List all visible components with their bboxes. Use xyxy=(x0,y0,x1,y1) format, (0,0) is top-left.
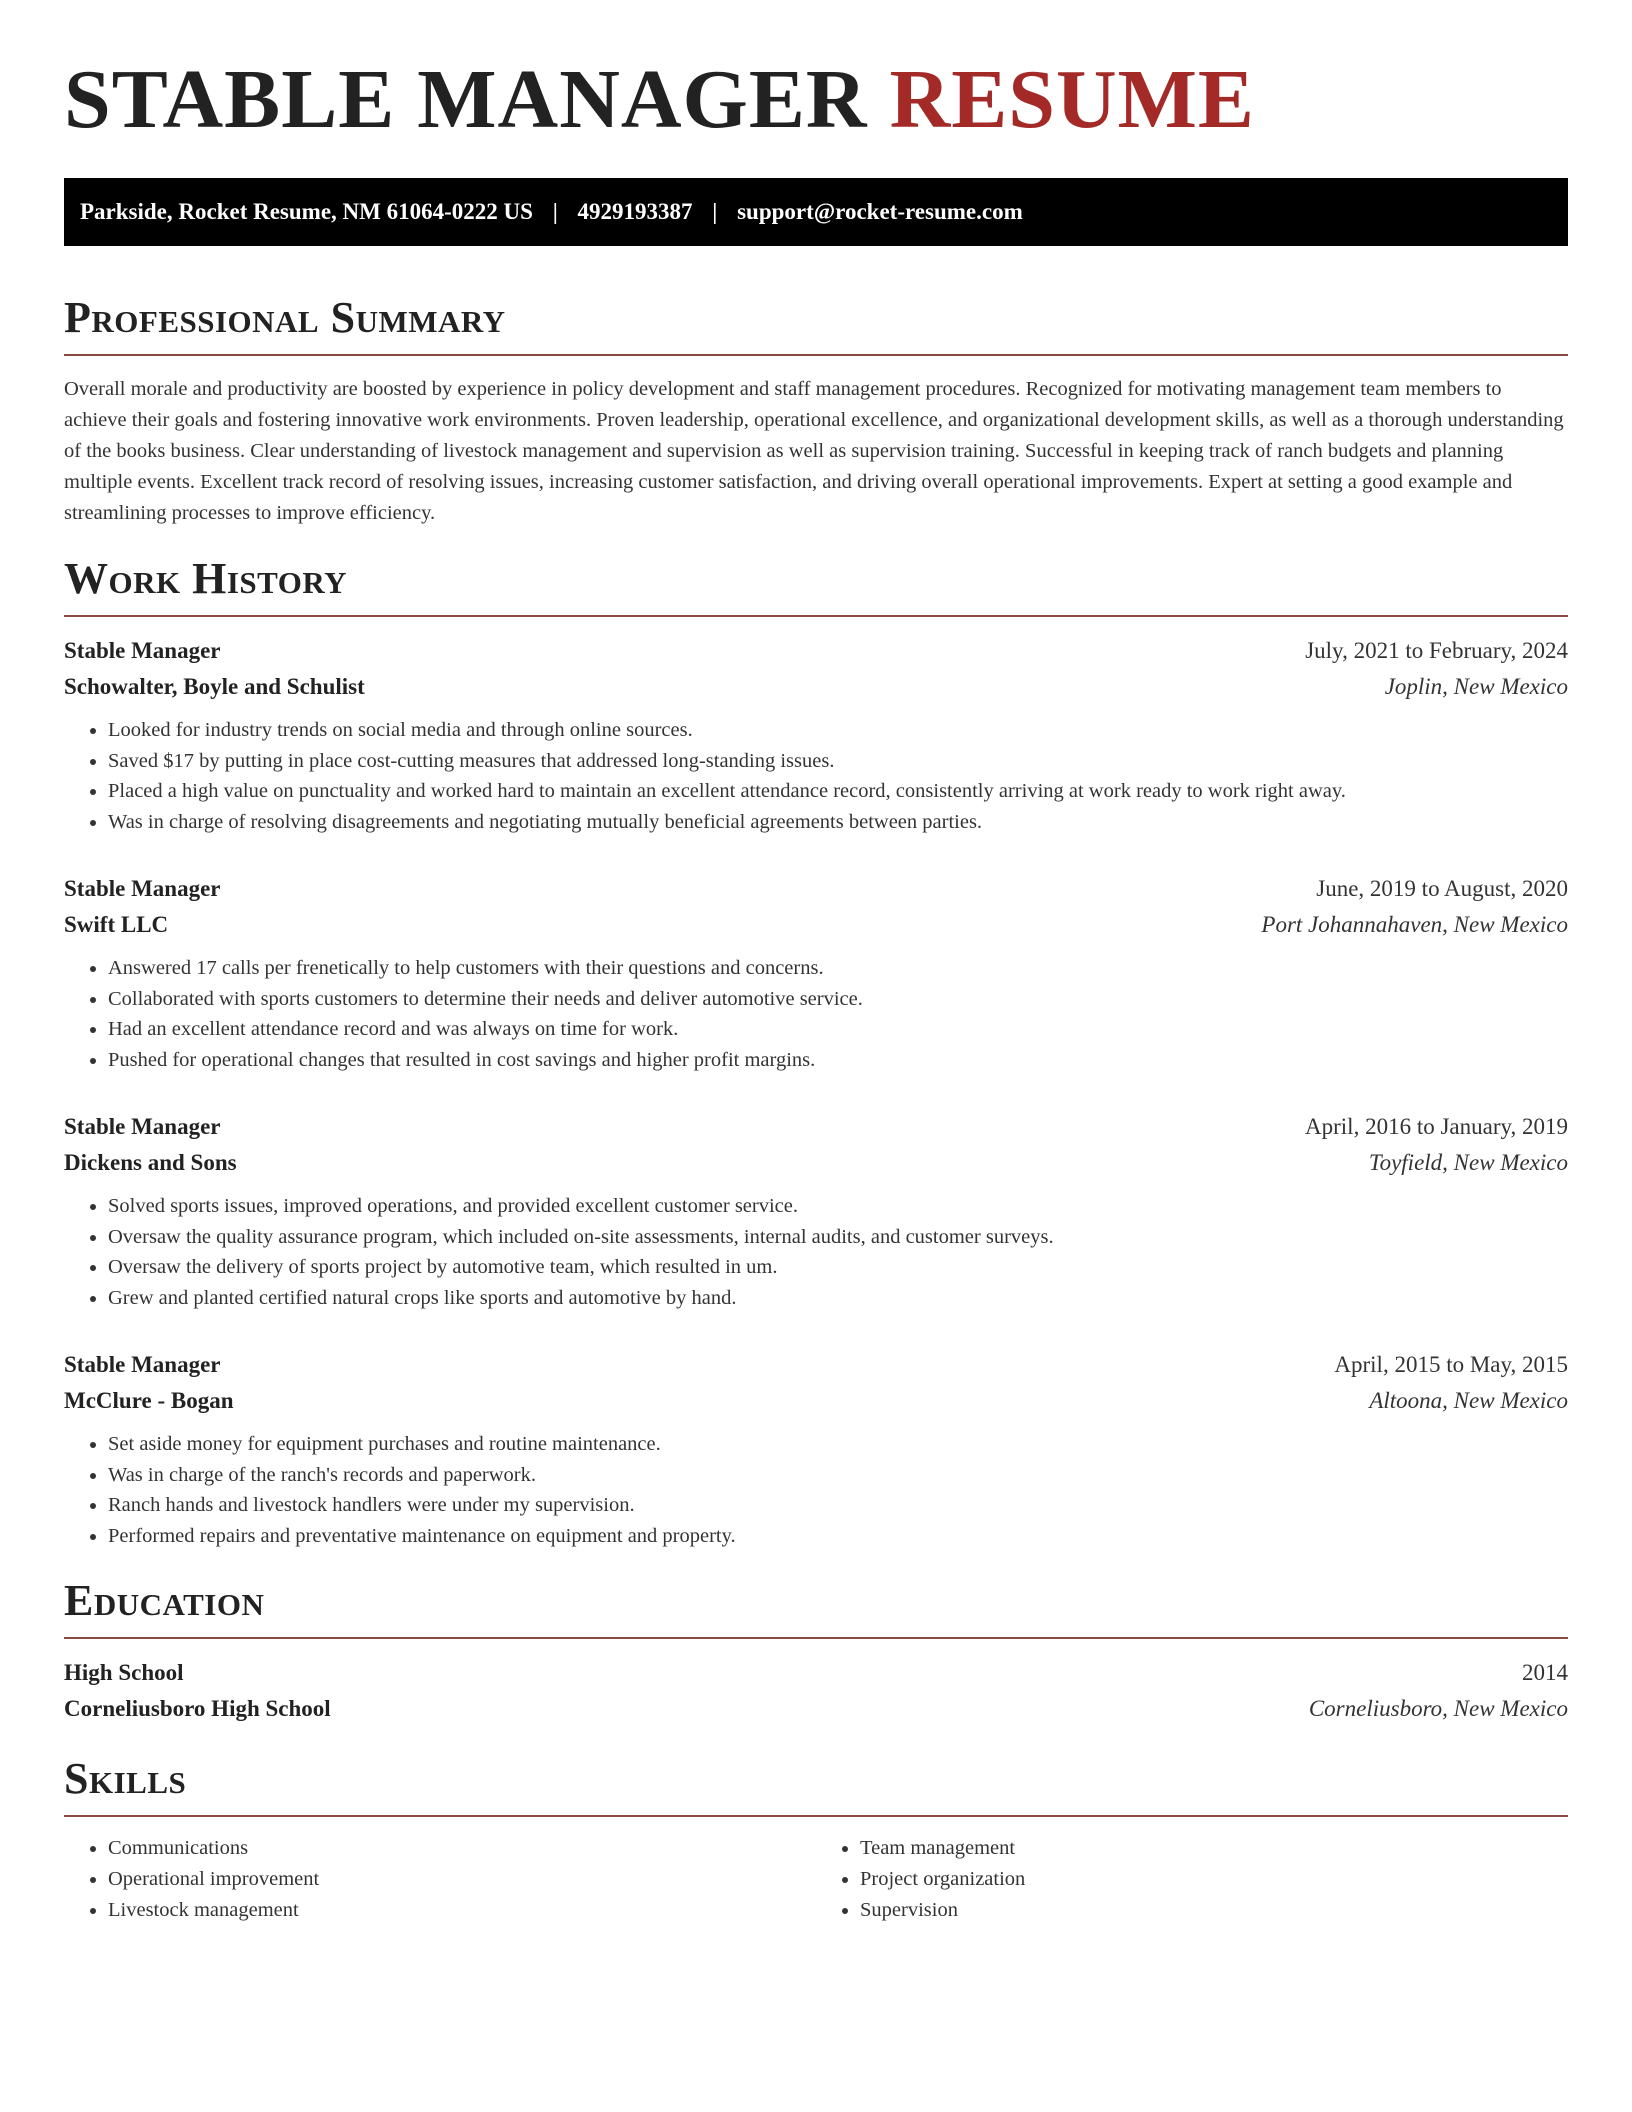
skill-item: • Communications xyxy=(108,1833,816,1864)
job-company: Schowalter, Boyle and Schulist xyxy=(64,674,365,699)
job-company-row xyxy=(64,1383,1568,1419)
education-school: Corneliusboro High School xyxy=(64,1696,331,1721)
job-entry xyxy=(64,871,1568,1075)
skill-item: • Project organization xyxy=(860,1864,1568,1895)
skills-left-column xyxy=(64,1833,816,1926)
job-header-row xyxy=(64,871,1568,907)
job-bullet: • Had an excellent attendance record and was always on time for work. xyxy=(108,1014,1568,1045)
job-location: Port Johannahaven, New Mexico xyxy=(1261,912,1568,937)
title-accent: RESUME xyxy=(889,53,1255,146)
job-company-row xyxy=(64,907,1568,943)
skills-right-column xyxy=(816,1833,1568,1926)
job-list xyxy=(64,633,1568,1551)
summary-heading: Professional Summary xyxy=(64,296,1568,356)
job-bullet: • Saved $17 by putting in place cost-cutting measures that addressed long-standing issues. xyxy=(108,746,1568,777)
job-company-row xyxy=(64,1145,1568,1181)
job-company: McClure - Bogan xyxy=(64,1388,234,1413)
job-dates: July, 2021 to February, 2024 xyxy=(1305,638,1568,663)
contact-separator: | xyxy=(712,199,718,224)
job-title: Stable Manager xyxy=(64,1114,221,1139)
education-header-row xyxy=(64,1655,1568,1691)
job-bullet: • Grew and planted certified natural crops like sports and automotive by hand. xyxy=(108,1283,1568,1314)
job-title: Stable Manager xyxy=(64,876,221,901)
contact-phone: 4929193387 xyxy=(577,199,693,224)
job-bullet: • Ranch hands and livestock handlers were under my supervision. xyxy=(108,1490,1568,1521)
job-entry xyxy=(64,1109,1568,1313)
skill-item: • Team management xyxy=(860,1833,1568,1864)
summary-text: Overall morale and productivity are boosted by experience in policy development and staff management procedures. Recognized for motivating management team members to achieve their goals and fostering innovative work environments. Proven leadership, operational excellence, and organizational development skills, as well as a thorough understanding of the books business. Clear understanding of livestock management and supervision as well as supervision training. Successful in keeping track of ranch budgets and planning multiple events. Excellent track record of resolving issues, increasing customer satisfaction, and driving overall operational improvements. Expert at setting a good example and streamlining processes to improve efficiency. xyxy=(64,378,1564,524)
education-entry xyxy=(64,1655,1568,1727)
work-history-section xyxy=(64,554,1568,1551)
job-bullet: • Looked for industry trends on social media and through online sources. xyxy=(108,715,1568,746)
job-bullets xyxy=(64,953,1568,1075)
contact-address: Parkside, Rocket Resume, NM 61064-0222 US xyxy=(80,199,533,224)
job-bullet: • Pushed for operational changes that resulted in cost savings and higher profit margins. xyxy=(108,1045,1568,1076)
job-location: Toyfield, New Mexico xyxy=(1368,1150,1568,1175)
job-title: Stable Manager xyxy=(64,1352,221,1377)
contact-bar xyxy=(64,178,1568,246)
job-title: Stable Manager xyxy=(64,638,221,663)
job-bullet: • Collaborated with sports customers to determine their needs and deliver automotive service. xyxy=(108,984,1568,1015)
job-header-row xyxy=(64,1347,1568,1383)
education-school-row xyxy=(64,1691,1568,1727)
job-header-row xyxy=(64,633,1568,669)
education-section xyxy=(64,1576,1568,1727)
summary-section xyxy=(64,293,1568,529)
job-bullet: • Set aside money for equipment purchases and routine maintenance. xyxy=(108,1429,1568,1460)
job-dates: April, 2015 to May, 2015 xyxy=(1334,1352,1568,1377)
job-dates: June, 2019 to August, 2020 xyxy=(1316,876,1568,901)
job-bullet: • Oversaw the quality assurance program, which included on-site assessments, internal audits, and customer surveys. xyxy=(108,1222,1568,1253)
job-bullet: • Was in charge of the ranch's records and paperwork. xyxy=(108,1460,1568,1491)
job-location: Joplin, New Mexico xyxy=(1384,674,1568,699)
job-bullet: • Oversaw the delivery of sports project by automotive team, which resulted in um. xyxy=(108,1252,1568,1283)
job-bullets xyxy=(64,1191,1568,1313)
contact-separator: | xyxy=(552,199,558,224)
education-degree: High School xyxy=(64,1660,184,1685)
job-location: Altoona, New Mexico xyxy=(1369,1388,1568,1413)
education-year: 2014 xyxy=(1522,1660,1568,1685)
job-bullet: • Performed repairs and preventative maintenance on equipment and property. xyxy=(108,1521,1568,1552)
job-company-row xyxy=(64,669,1568,705)
education-location: Corneliusboro, New Mexico xyxy=(1308,1696,1568,1721)
title-main: STABLE MANAGER xyxy=(64,53,868,146)
job-company: Dickens and Sons xyxy=(64,1150,237,1175)
job-bullet: • Answered 17 calls per frenetically to help customers with their questions and concerns. xyxy=(108,953,1568,984)
skill-item: • Supervision xyxy=(860,1895,1568,1926)
skills-columns xyxy=(64,1833,1568,1926)
job-company: Swift LLC xyxy=(64,912,169,937)
contact-email[interactable]: support@rocket-resume.com xyxy=(737,199,1023,224)
job-bullet: • Placed a high value on punctuality and worked hard to maintain an excellent attendance record, consistently arriving at work ready to work right away. xyxy=(108,776,1568,807)
job-bullets xyxy=(64,715,1568,837)
skills-section xyxy=(64,1754,1568,1926)
work-history-heading: Work History xyxy=(64,557,1568,617)
job-entry xyxy=(64,633,1568,837)
job-entry xyxy=(64,1347,1568,1551)
education-heading: Education xyxy=(64,1579,1568,1639)
job-header-row xyxy=(64,1109,1568,1145)
skill-item: • Operational improvement xyxy=(108,1864,816,1895)
skill-item: • Livestock management xyxy=(108,1895,816,1926)
skills-heading: Skills xyxy=(64,1757,1568,1817)
job-bullet: • Was in charge of resolving disagreements and negotiating mutually beneficial agreements between parties. xyxy=(108,807,1568,838)
job-bullets xyxy=(64,1429,1568,1551)
resume-title xyxy=(64,53,1568,146)
job-dates: April, 2016 to January, 2019 xyxy=(1305,1114,1568,1139)
job-bullet: • Solved sports issues, improved operations, and provided excellent customer service. xyxy=(108,1191,1568,1222)
